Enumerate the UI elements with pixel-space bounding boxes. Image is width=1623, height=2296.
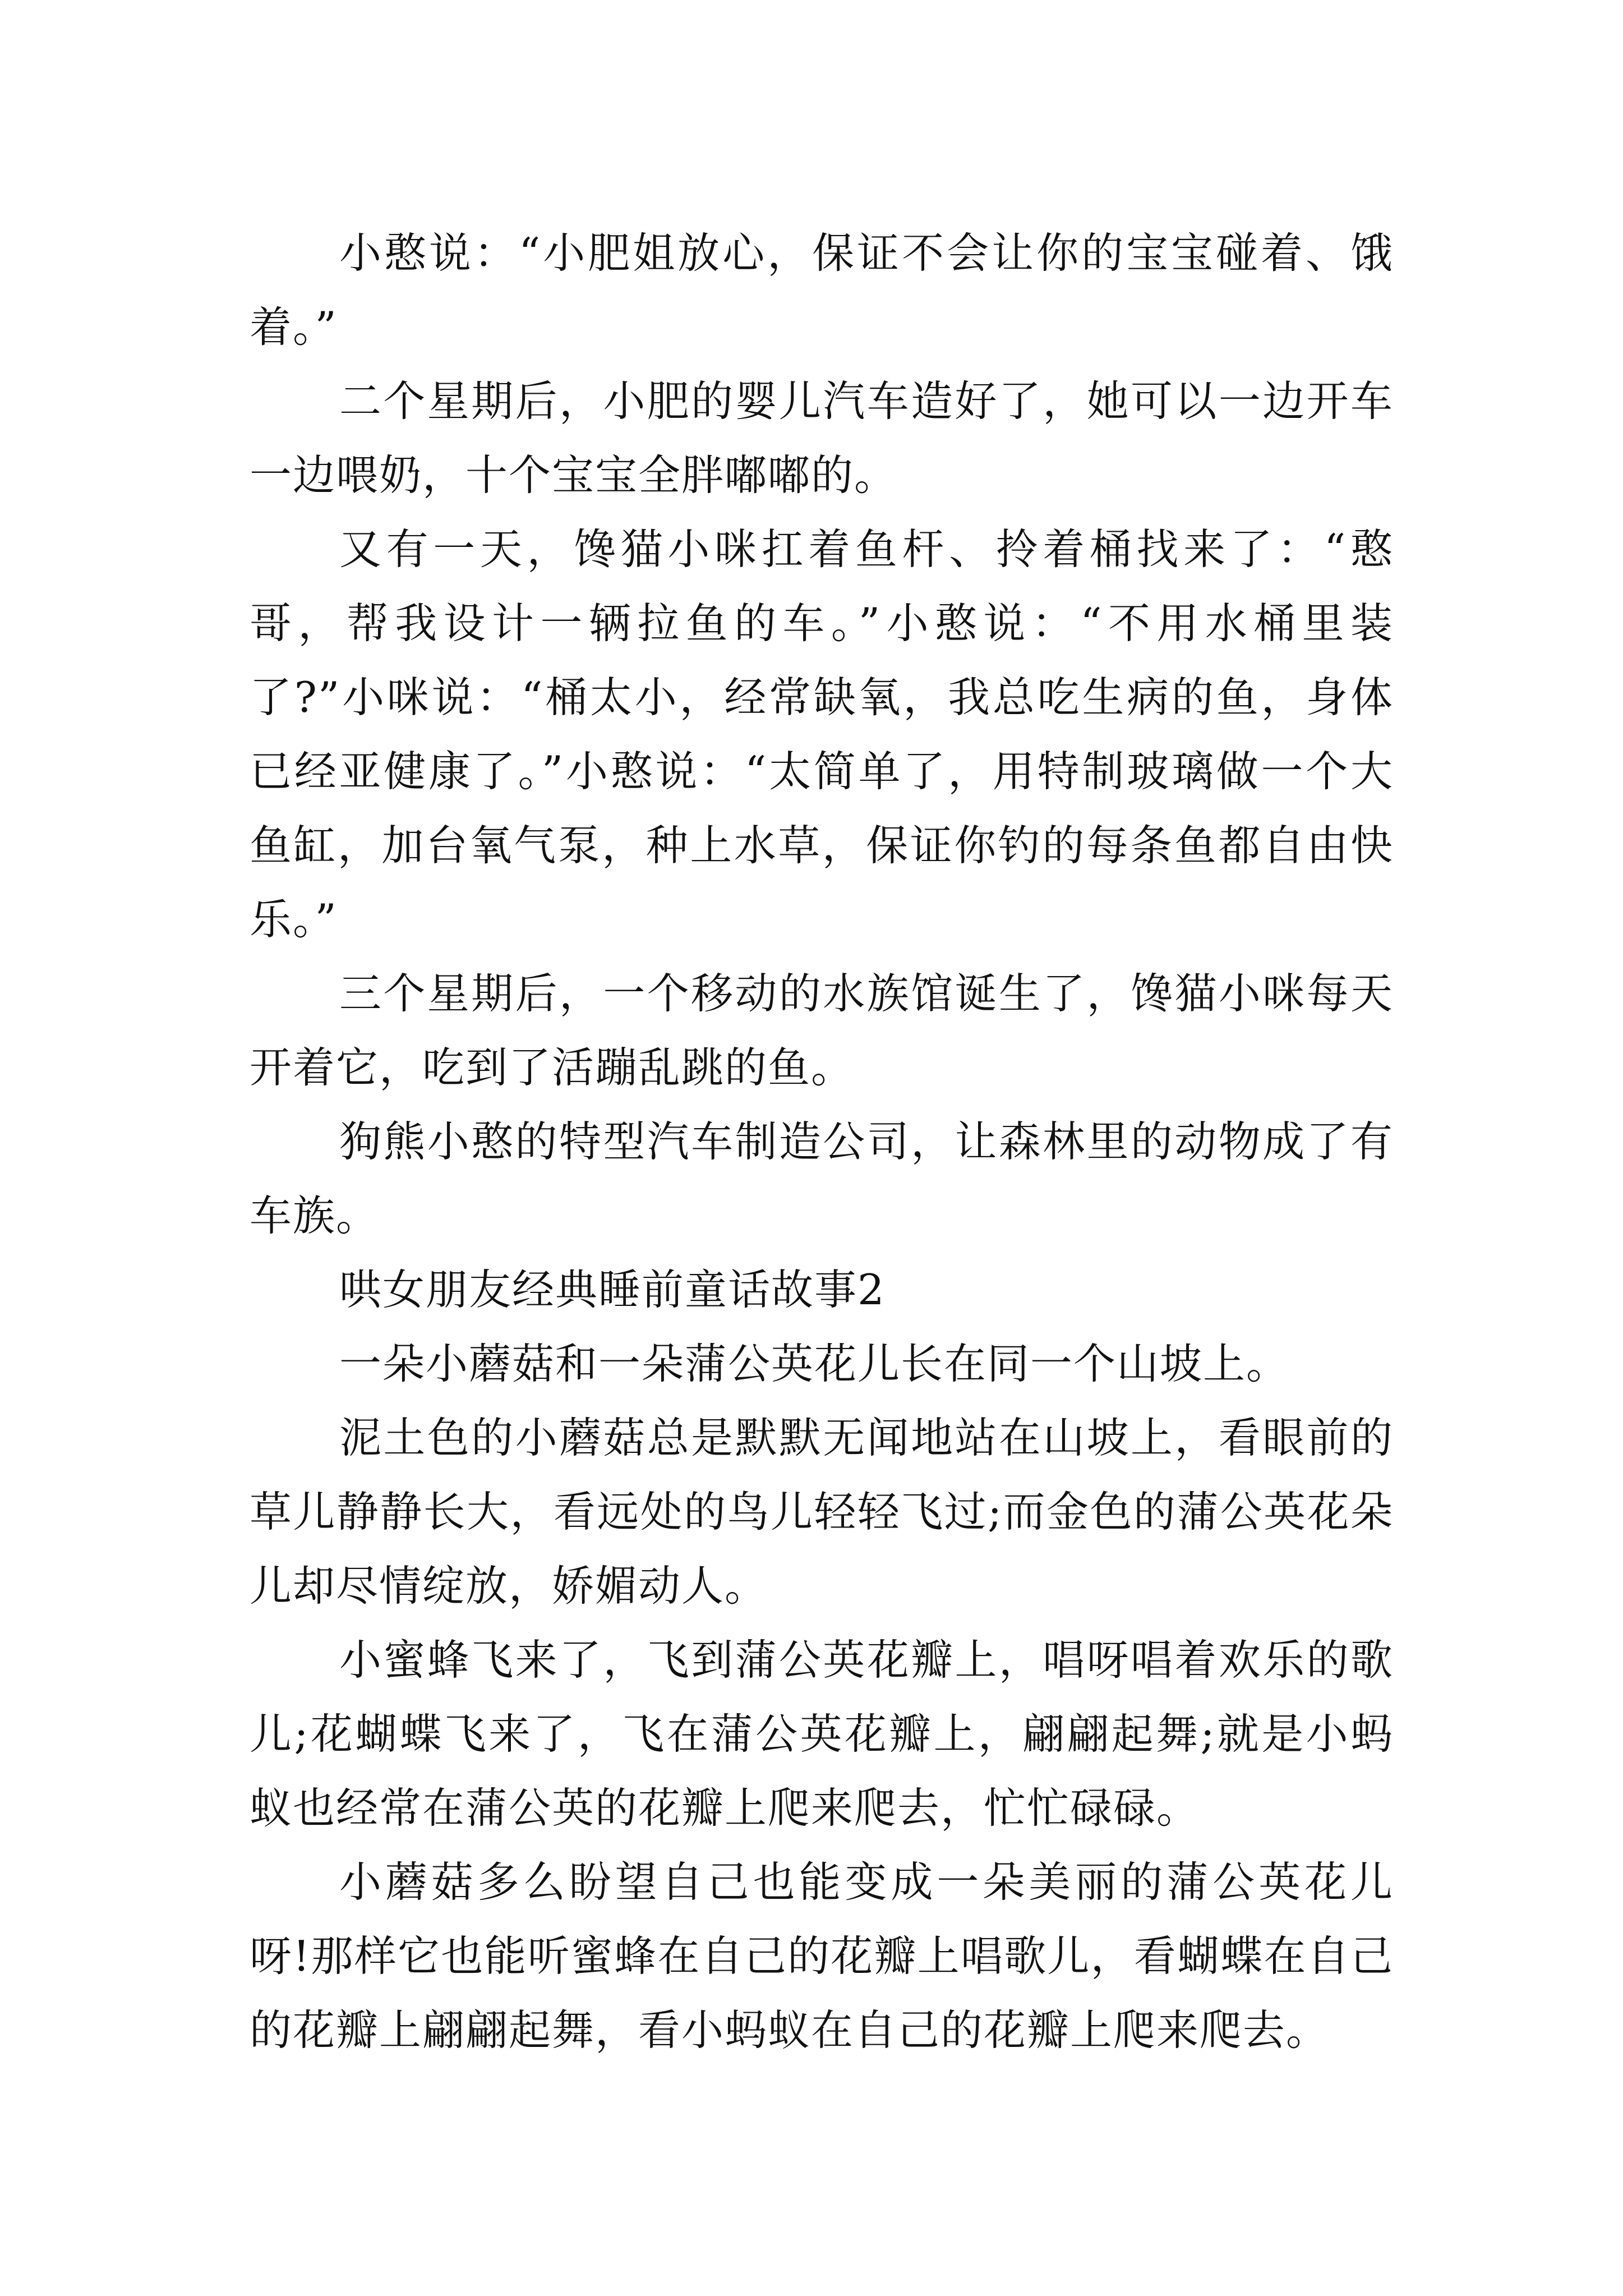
story-title: 哄女朋友经典睡前童话故事2 bbox=[339, 1265, 886, 1314]
paragraph-6: 一朵小蘑菇和一朵蒲公英花儿长在同一个山坡上。 bbox=[339, 1339, 1290, 1388]
paragraph-1: 小憨说：“小肥姐放心，保证不会让你的宝宝碰着、饿着。” bbox=[250, 228, 1394, 352]
paragraph-8: 小蜜蜂飞来了，飞到蒲公英花瓣上，唱呀唱着欢乐的歌儿;花蝴蝶飞来了，飞在蒲公英花瓣上，翩翩起舞;就是小蚂蚁也经常在蒲公英的花瓣上爬来爬去，忙忙碌碌。 bbox=[250, 1635, 1394, 1833]
paragraph-2: 二个星期后，小肥的婴儿汽车造好了，她可以一边开车一边喂奶，十个宝宝全胖嘟嘟的。 bbox=[250, 376, 1394, 500]
paragraph-3: 又有一天，馋猫小咪扛着鱼杆、拎着桶找来了：“憨哥，帮我设计一辆拉鱼的车。”小憨说：“不用水桶里装了?”小咪说：“桶太小，经常缺氧，我总吃生病的鱼，身体已经亚健康了。”小憨说：“太简单了，用特制玻璃做一个大鱼缸，加台氧气泵，种上水草，保证你钓的每条鱼都自由快乐。” bbox=[250, 524, 1394, 944]
paragraph-4: 三个星期后，一个移动的水族馆诞生了，馋猫小咪每天开着它，吃到了活蹦乱跳的鱼。 bbox=[250, 969, 1394, 1092]
document-page bbox=[250, 216, 1394, 2067]
paragraph-5: 狗熊小憨的特型汽车制造公司，让森林里的动物成了有车族。 bbox=[250, 1117, 1394, 1240]
paragraph-7: 泥土色的小蘑菇总是默默无闻地站在山坡上，看眼前的草儿静静长大，看远处的鸟儿轻轻飞过;而金色的蒲公英花朵儿却尽情绽放，娇媚动人。 bbox=[250, 1413, 1394, 1611]
paragraph-9: 小蘑菇多么盼望自己也能变成一朵美丽的蒲公英花儿呀!那样它也能听蜜蜂在自己的花瓣上唱歌儿，看蝴蝶在自己的花瓣上翩翩起舞，看小蚂蚁在自己的花瓣上爬来爬去。 bbox=[250, 1857, 1394, 2055]
